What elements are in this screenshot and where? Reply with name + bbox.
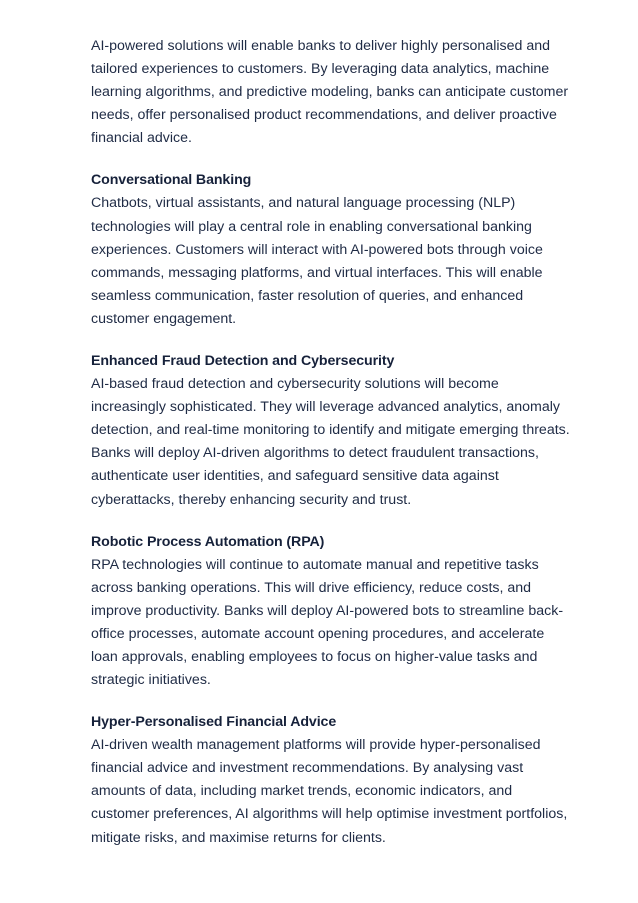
- section-heading: Hyper-Personalised Financial Advice: [91, 714, 337, 731]
- document-body: [91, 35, 571, 850]
- section-financial-advice: [91, 711, 571, 849]
- section-rpa: [91, 531, 571, 693]
- section-conversational-banking: [91, 169, 571, 331]
- section-heading: Robotic Process Automation (RPA): [91, 533, 325, 550]
- section-paragraph: RPA technologies will continue to automate manual and repetitive tasks across banking operations. This will drive efficiency, reduce costs, and improve productivity. Banks will deploy AI-powered bots to streamline back-office processes, automate account opening procedures, and accelerate loan approvals, enabling employees to focus on higher-value tasks and strategic initiatives.: [91, 556, 564, 689]
- section-heading: Enhanced Fraud Detection and Cybersecurity: [91, 353, 395, 370]
- section-fraud-detection: [91, 350, 571, 512]
- section-paragraph: Chatbots, virtual assistants, and natural language processing (NLP) technologies will play a central role in enabling conversational banking experiences. Customers will interact with AI-powered bots through voice commands, messaging platforms, and virtual interfaces. This will enable seamless communication, faster resolution of queries, and enhanced customer engagement.: [91, 195, 543, 327]
- section-paragraph: AI-based fraud detection and cybersecurity solutions will become increasingly sophisticated. They will leverage advanced analytics, anomaly detection, and real-time monitoring to identify and mitigate emerging threats. Banks will deploy AI-driven algorithms to detect fraudulent transactions, authenticate user identities, and safeguard sensitive data against cyberattacks, thereby enhancing security and trust.: [91, 376, 570, 508]
- section-paragraph: AI-driven wealth management platforms will provide hyper-personalised financial advice and investment recommendations. By analysing vast amounts of data, including market trends, economic indicators, and customer preferences, AI algorithms will help optimise investment portfolios, mitigate risks, and maximise returns for clients.: [91, 737, 568, 846]
- section-heading: Conversational Banking: [91, 172, 252, 189]
- intro-paragraph: AI-powered solutions will enable banks to deliver highly personalised and tailored experiences to customers. By leveraging data analytics, machine learning algorithms, and predictive modeling, banks can anticipate customer needs, offer personalised product recommendations, and deliver proactive financial advice.: [91, 38, 569, 147]
